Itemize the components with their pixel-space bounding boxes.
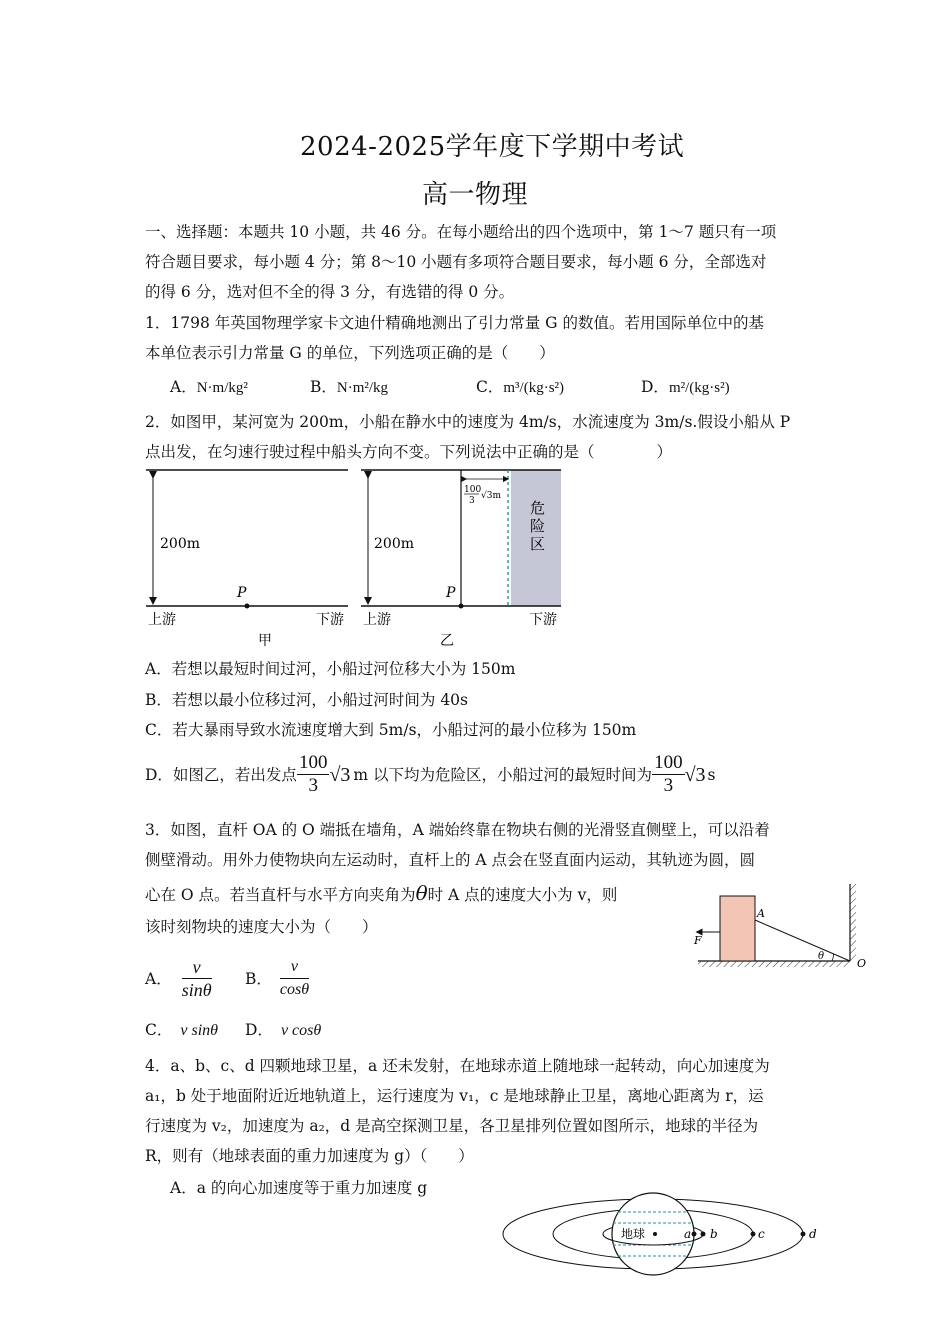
question-4-text: a₁，b 处于地面附近近地轨道上，运行速度为 v₁，c 是地球静止卫星，离地心距离为 r，运 [145,1087,764,1105]
river-width-label: 200m [374,536,414,552]
satellite-d-label: d [809,1227,817,1241]
question-3-text: 心在 O 点。若当直杆与水平方向夹角为θ时 A 点的速度大小为 v，则 [145,881,618,905]
page-title: 2024-2025学年度下学期中考试 [300,132,685,162]
section-instruction-line: 的得 6 分，选对但不全的得 3 分，有选错的得 0 分。 [145,283,515,301]
point-o-label: O [857,957,867,970]
river-width-label: 200m [160,536,200,552]
question-1-text: 1．1798 年英国物理学家卡文迪什精确地测出了引力常量 G 的数值。若用国际单位中的基 [145,314,764,332]
question-1-text: 本单位表示引力常量 G 的单位，下列选项正确的是（ ） [145,344,555,362]
danger-char: 危 [530,499,546,517]
block [720,896,755,961]
question-4-text: 行速度为 v₂，加速度为 a₂，d 是高空探测卫星，各卫星排列位置如图所示，地球的半径为 [145,1117,759,1135]
satellite-c-label: c [758,1227,765,1241]
q3-option-c: C． v sinθ [145,1021,219,1039]
q1-option-c: C．m³/(kg·s²) [476,378,565,396]
satellite-b [701,1232,706,1237]
point-a-label: A [757,907,765,920]
q3-option-b: B． $\frac{v}{\cos\theta}$ [245,958,310,998]
rod-oa [755,920,850,961]
point-p-dot [459,604,464,609]
danger-dist-tail: √3m [481,491,501,501]
q4-option-a: A．a 的向心加速度等于重力加速度 g [170,1179,428,1197]
question-4-text: R，则有（地球表面的重力加速度为 g）（ ） [145,1147,474,1165]
danger-dist-den: 3 [469,496,475,506]
downstream-label: 下游 [316,612,344,628]
question-3-text: 3．如图，直杆 OA 的 O 端抵在墙角，A 端始终靠在物块右侧的光滑竖直侧壁上，可以沿着 [145,821,770,839]
satellite-b-label: b [710,1227,718,1241]
q3-option-a: A． $\frac{v}{\sin\theta}$ [145,957,212,1000]
force-label: F [694,934,702,947]
earth-label: 地球 [621,1227,646,1241]
q1-option-a: A．N·m/kg² [170,378,248,396]
section-instruction-line: 符合题目要求，每小题 4 分；第 8～10 小题有多项符合题目要求，每小题 6 分，全部选对 [145,253,767,271]
satellite-orbit-figure [500,1190,830,1280]
q1-option-b: B．N·m²/kg [310,378,389,396]
satellite-a [692,1232,697,1237]
question-2-text: 点出发，在匀速行驶过程中船头方向不变。下列说法中正确的是（ ） [145,443,673,461]
q2-option-b: B．若想以最小位移过河，小船过河时间为 40s [145,691,468,709]
subject-title: 高一物理 [422,180,529,210]
question-3-text: 侧壁滑动。用外力使物块向左运动时，直杆上的 A 点会在竖直面内运动，其轨迹为圆，圆 [145,851,756,869]
upstream-label: 上游 [363,612,391,628]
q2-option-c: C．若大暴雨导致水流速度增大到 5m/s，小船过河的最小位移为 150m [145,721,637,739]
satellite-a-label: a [684,1227,692,1241]
question-4-text: 4．a、b、c、d 四颗地球卫星，a 还未发射，在地球赤道上随地球一起转动，向心加速度为 [145,1057,770,1075]
q1-option-d: D．m²/(kg·s²) [641,378,730,396]
point-p-dot [245,604,250,609]
satellite-d [801,1232,806,1237]
question-3-text: 该时刻物块的速度大小为（ ） [145,918,378,936]
point-p-label: P [446,585,456,601]
downstream-label: 下游 [529,612,557,628]
q2-option-a: A．若想以最短时间过河，小船过河位移大小为 150m [145,660,516,678]
rod-block-figure [690,880,870,972]
point-p-label: P [237,585,247,601]
q2-option-d: D．如图乙，若出发点 $\frac{100}{3}$ √3 m 以下均为危险区，小船过河的最短时间为 $\frac{100}{3}$ √3 s [145,752,716,796]
figure-jia [146,470,348,649]
q3-option-d: D． v cosθ [245,1021,322,1039]
section-instruction-line: 一、选择题：本题共 10 小题，共 46 分。在每小题给出的四个选项中，第 1～7 题只有一项 [145,223,777,241]
upstream-label: 上游 [148,612,176,628]
danger-char: 险 [530,517,546,535]
caption-jia: 甲 [258,633,272,649]
figure-yi [361,470,561,649]
danger-dist-num: 100 [464,485,482,495]
question-2-text: 2．如图甲，某河宽为 200m，小船在静水中的速度为 4m/s，水流速度为 3m/s.假设小船从 P [145,413,791,431]
satellite-c [751,1232,756,1237]
danger-char: 区 [530,535,546,553]
theta-label: θ [818,951,825,962]
river-figure [140,465,570,655]
caption-yi: 乙 [440,633,454,649]
